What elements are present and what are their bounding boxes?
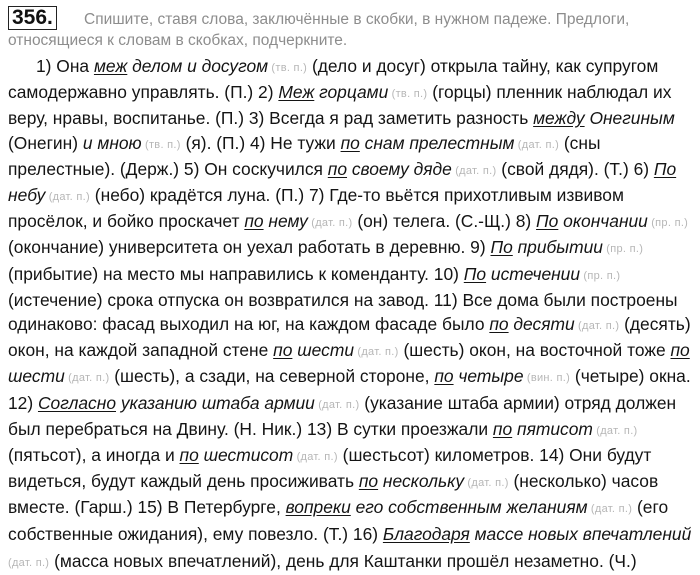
preposition-underlined: по (327, 158, 348, 179)
italic-word: нескольку (378, 471, 465, 492)
text-run: (его собственные ожидания), ему повезло. (Т.) 16) (8, 497, 669, 544)
italic-word: небу (8, 185, 46, 206)
case-note: (дат. п.) (587, 503, 633, 516)
case-note: (дат. п.) (45, 191, 90, 204)
text-run: (горцы) пленник наблюдал их веру, нравы, воспитанье. (П.) 3) Всегда я рад заметить разность (8, 82, 672, 129)
case-note: (вин. п.) (523, 372, 571, 385)
italic-word: четыре (453, 366, 524, 387)
text-run: (небо) крадётся луна. (П.) 7) Где-то вьётся прихотливым извивом просёлок, и бойко проскачет (8, 185, 624, 232)
preposition-underlined: по (489, 314, 509, 335)
exercise-text (8, 54, 692, 575)
case-note: (дат. п.) (64, 372, 110, 385)
text-run: (четыре) окна. 12) (8, 366, 691, 413)
exercise-body (8, 54, 692, 575)
text-run: (шесть) окон, на восточной тоже (398, 340, 671, 361)
text-run: (окончание) университета он уехал работать в деревню. 9) (8, 237, 491, 258)
exercise-number: 356. (8, 6, 57, 30)
case-note: (пр. п.) (602, 243, 644, 256)
italic-word: шестисот (198, 445, 294, 466)
italic-word: его собственным желаниям (350, 497, 588, 518)
text-run: (истечение) срока отпуска он возвратился на завод. 11) Все дома были построены одинаково: фасад выходил на юг, на каждом фасаде было (8, 289, 678, 335)
italic-word: истечении (486, 263, 581, 284)
text-run: 1) Она (36, 56, 94, 76)
italic-word: окончании (558, 211, 648, 232)
text-run: (сны прелестные). (Держ.) 5) Он соскучился (8, 132, 601, 179)
italic-word: делом и досугом (127, 56, 269, 76)
preposition-underlined: По (463, 263, 487, 284)
text-run: (пятьсот), а иногда и (8, 445, 180, 466)
italic-word: снам прелестным (359, 132, 515, 153)
text-run: (несколько) часов вместе. (Гарш.) 15) В Петербурге, (8, 471, 659, 518)
text-run: (Онегин) (8, 132, 83, 153)
italic-word: и мною (82, 132, 142, 153)
preposition-underlined: меж (93, 56, 128, 76)
text-run: (десять) окон, на каждой западной стене (8, 314, 691, 361)
italic-word: массе новых впечатлений (469, 523, 692, 544)
preposition-underlined: по (179, 445, 199, 466)
italic-word: своему дяде (347, 158, 452, 179)
case-note: (дат. п.) (307, 217, 353, 230)
preposition-underlined: вопреки (285, 497, 351, 518)
italic-word: Онегиным (584, 108, 675, 129)
text-run: (масса новых впечатлений), день для Каштанки прошёл незаметно. (Ч.) (49, 550, 637, 571)
italic-word: горцами (314, 82, 389, 103)
italic-word: десяти (508, 314, 575, 335)
case-note: (дат. п.) (514, 138, 560, 151)
exercise-instruction: Спишите, ставя слова, заключённые в скобки, в нужном падеже. Предлоги, относящиеся к словам в скобках, подчеркните. (8, 11, 630, 49)
case-note: (дат. п.) (574, 320, 620, 333)
case-note: (пр. п.) (647, 217, 689, 230)
case-note: (пр. п.) (580, 269, 621, 282)
italic-word: нему (263, 211, 308, 232)
case-note: (тв. п.) (141, 138, 181, 151)
preposition-underlined: Согласно (37, 392, 116, 413)
text-run: (я). (П.) 4) Не тужи (180, 132, 341, 153)
italic-word: прибытии (512, 237, 603, 258)
preposition-underlined: Благодаря (382, 523, 470, 544)
italic-word: указанию штаба армии (116, 392, 315, 413)
italic-word: пятисот (512, 418, 593, 439)
preposition-underlined: по (492, 418, 513, 439)
preposition-underlined: по (340, 132, 360, 153)
text-run: (шестьсот) километров. 14) Они будут видеться, будут каждый день просиживать (8, 445, 652, 492)
text-run: (дело и досуг) открыла тайну, как супругом самодержавно управлять. (П.) 2) (8, 56, 659, 103)
case-note: (тв. п.) (268, 62, 308, 74)
text-run: (свой дядя). (Т.) 6) (496, 158, 654, 179)
case-note: (дат. п.) (314, 398, 360, 411)
case-note: (дат. п.) (451, 164, 497, 177)
case-note: (дат. п.) (354, 346, 399, 359)
preposition-underlined: по (434, 366, 454, 387)
italic-word: шести (292, 340, 354, 361)
text-run: (шесть), а сзади, на северной стороне, (109, 366, 435, 387)
text-run: (прибытие) на место мы направились к коменданту. 10) (8, 263, 464, 284)
preposition-underlined: По (536, 211, 559, 232)
text-run: (он) телега. (С.-Щ.) 8) (352, 211, 537, 232)
preposition-underlined: По (653, 158, 677, 179)
case-note: (дат. п.) (293, 451, 338, 464)
preposition-underlined: по (358, 471, 379, 492)
preposition-underlined: по (244, 211, 264, 232)
text-run: (указание штаба армии) отряд должен был перебраться на Двину. (Н. Ник.) 13) В сутки проезжали (8, 392, 677, 439)
case-note: (тв. п.) (388, 88, 428, 101)
case-note: (дат. п.) (8, 556, 50, 569)
preposition-underlined: По (490, 237, 513, 258)
case-note: (дат. п.) (464, 477, 509, 490)
preposition-underlined: по (670, 340, 690, 361)
preposition-underlined: между (533, 108, 585, 129)
case-note: (дат. п.) (592, 424, 638, 437)
italic-word: шести (8, 366, 65, 387)
preposition-underlined: по (273, 340, 293, 361)
preposition-underlined: Меж (278, 82, 315, 103)
